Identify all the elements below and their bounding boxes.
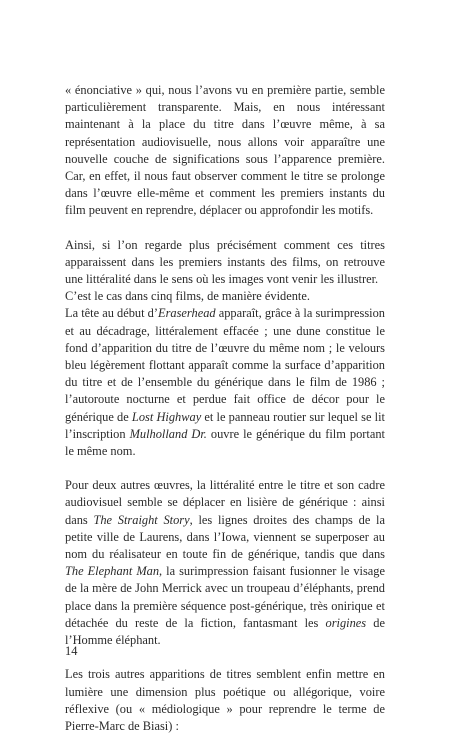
text-segment: « énonciative » qui, nous l’avons vu en première partie, semble particulièrement transparente. Mais, en nous intéressant maintenant à la place du titre dans l’œuvre même, à sa représentation audiovisuelle, nous allons voir apparaître une nouvelle couche de significations sous l’apparence première. Car, en effet, il nous faut observer comment le titre se prolonge dans l’œuvre elle-même et comment les premiers instants du film peuvent en reprendre, déplacer ou approfondir les motifs. — [65, 83, 385, 218]
paragraph — [65, 288, 385, 305]
text-segment: La tête au début d’ — [65, 306, 158, 321]
text-segment: apparaît, grâce à la surimpression et au décadrage, littéralement effacée ; une dune constitue le fond d’apparition du titre de l’œuvre du même nom ; le velours bleu légèrement flottant apparaît comme la surface d’apparition du titre et de l’ensemble du générique dans le film de 1986 ; l’autoroute nocturne et perdue fait office de décor pour le générique de — [65, 306, 385, 424]
text-segment: Pour deux autres œuvres, la littéralité entre le titre et son cadre audiovisuel semble se déplacer en lisière de générique : ainsi dans — [65, 478, 385, 527]
italic-title-text: The Elephant Man — [65, 564, 160, 579]
paragraph — [65, 477, 385, 649]
text-segment: ouvre le générique du film portant le même nom. — [65, 426, 385, 459]
body-text — [65, 82, 385, 735]
text-segment: , la surimpression faisant fusionner le visage de la mère de John Merrick avec un troupeau d’éléphants, prend place dans la première séquence post-générique, très onirique et détachée du reste de la fiction, fantasmant les — [65, 564, 385, 630]
text-segment: et le panneau routier sur lequel se lit l’inscription — [65, 409, 385, 441]
italic-title-text: Mulholland Dr. — [129, 426, 207, 441]
paragraph — [65, 305, 385, 460]
italic-title-text: The Straight Story — [93, 512, 190, 527]
text-segment: Les trois autres apparitions de titres semblent enfin mettre en lumière une dimension plus poétique ou allégorique, voire réflexive (ou « médiologique » pour reprendre le terme de Pierre-Marc de Biasi) : — [65, 667, 385, 733]
paragraph — [65, 666, 385, 735]
text-segment: Ainsi, si l’on regarde plus précisément comment ces titres apparaissent dans les premiers instants des films, on retrouve une littéralité dans le sens où les images vont venir les illustrer. — [65, 237, 385, 287]
page-number: 14 — [65, 644, 78, 658]
italic-title-text: Eraserhead — [158, 306, 216, 321]
paragraph — [65, 82, 385, 220]
italic-title-text: Lost Highway — [131, 409, 202, 424]
paragraph — [65, 237, 385, 289]
text-segment: C’est le cas dans cinq films, de manière évidente. — [65, 289, 310, 304]
text-segment: de l’Homme éléphant. — [65, 615, 385, 648]
text-segment: , les lignes droites des champs de la petite ville de Laurens, dans l’Iowa, viennent se superposer au nom du réalisateur en toute fin de générique, tandis que dans — [65, 512, 386, 562]
italic-title-text: origines — [325, 615, 367, 630]
